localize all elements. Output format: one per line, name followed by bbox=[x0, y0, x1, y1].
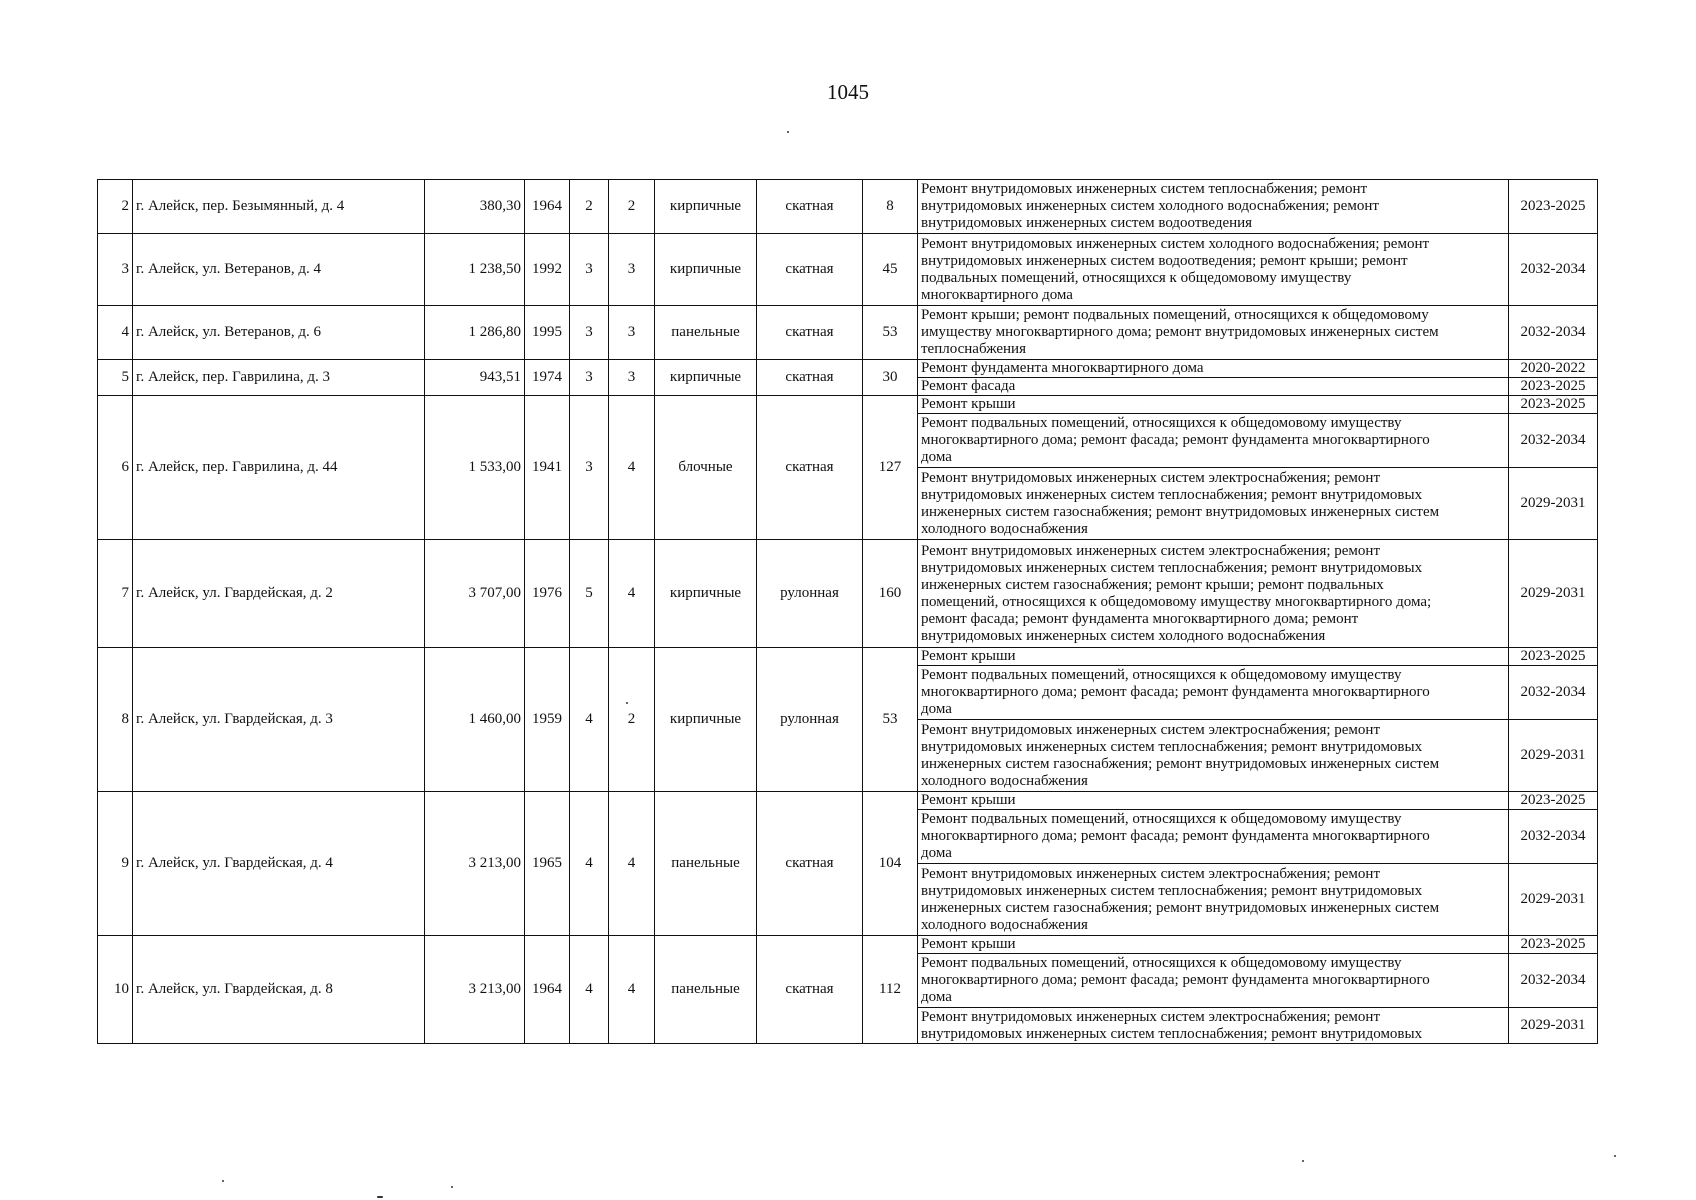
row-number-cell bbox=[98, 936, 133, 1044]
address: г. Алейск, ул. Ветеранов, д. 6 bbox=[136, 324, 322, 340]
repair-period: 2029-2031 bbox=[1509, 540, 1598, 648]
row-number: 3 bbox=[121, 261, 129, 277]
total-area-cell bbox=[425, 306, 525, 360]
repair-works-cell bbox=[918, 648, 1509, 666]
repair-works-line: теплоснабжения bbox=[921, 341, 1026, 357]
repair-works-line: Ремонт подвальных помещений, относящихся к общедомовому имуществу bbox=[921, 811, 1402, 827]
repair-works-line: инженерных систем газоснабжения; ремонт внутридомовых инженерных систем bbox=[921, 503, 1440, 520]
floors-count-cell bbox=[570, 648, 609, 792]
entrances-count: 3 bbox=[627, 324, 636, 340]
repair-works-line: многоквартирного дома; ремонт фасада; ремонт фундамента многоквартирного bbox=[921, 432, 1430, 448]
residents-count-cell bbox=[863, 396, 918, 540]
total-area: 943,51 bbox=[479, 369, 521, 385]
total-area-cell bbox=[425, 234, 525, 306]
repair-period: 2023-2025 bbox=[1509, 180, 1598, 234]
build-year: 1964 bbox=[532, 981, 562, 997]
entrances-count-cell bbox=[609, 360, 655, 396]
entrances-count: 4 bbox=[627, 585, 636, 601]
wall-material-cell bbox=[655, 234, 757, 306]
repair-works-line: многоквартирного дома; ремонт фасада; ремонт фундамента многоквартирного bbox=[921, 972, 1430, 988]
wall-material-cell bbox=[655, 936, 757, 1044]
total-area-cell bbox=[425, 180, 525, 234]
repair-works-cell bbox=[918, 468, 1509, 540]
repair-works-cell bbox=[918, 792, 1509, 810]
residents-count-cell bbox=[863, 180, 918, 234]
repair-works-cell bbox=[918, 864, 1509, 936]
table-row bbox=[98, 360, 1598, 378]
entrances-count-cell bbox=[609, 540, 655, 648]
repair-works-cell bbox=[918, 540, 1509, 648]
repair-works-line: Ремонт внутридомовых инженерных систем электроснабжения; ремонт bbox=[921, 721, 1381, 738]
wall-material: кирпичные bbox=[669, 261, 742, 277]
repair-works-line: внутридомовых инженерных систем теплоснабжения; ремонт внутридомовых bbox=[921, 486, 1423, 503]
address-cell bbox=[133, 648, 425, 792]
entrances-count-cell bbox=[609, 306, 655, 360]
total-area-cell bbox=[425, 396, 525, 540]
wall-material-cell bbox=[655, 360, 757, 396]
residents-count: 53 bbox=[882, 324, 898, 340]
build-year-cell bbox=[525, 396, 570, 540]
floors-count: 3 bbox=[585, 369, 593, 385]
repair-works-line: Ремонт фасада bbox=[921, 378, 1016, 394]
row-number-cell bbox=[98, 792, 133, 936]
roof-type-cell bbox=[757, 180, 863, 234]
repair-works-cell bbox=[918, 720, 1509, 792]
residents-count-cell bbox=[863, 306, 918, 360]
row-number-cell bbox=[98, 396, 133, 540]
residents-count-cell bbox=[863, 540, 918, 648]
residents-count: 8 bbox=[886, 198, 894, 214]
row-number: 5 bbox=[121, 369, 129, 385]
build-year: 1992 bbox=[532, 261, 562, 277]
repair-works-line: Ремонт крыши; ремонт подвальных помещений, относящихся к общедомовому bbox=[921, 307, 1429, 323]
build-year: 1976 bbox=[532, 585, 562, 601]
table-body bbox=[98, 180, 1598, 1044]
build-year: 1941 bbox=[532, 459, 562, 475]
roof-type: скатная bbox=[785, 459, 834, 475]
roof-type: рулонная bbox=[780, 585, 839, 601]
residents-count: 30 bbox=[882, 369, 898, 385]
wall-material-cell bbox=[655, 792, 757, 936]
repair-works-line: инженерных систем газоснабжения; ремонт крыши; ремонт подвальных bbox=[921, 576, 1384, 593]
address-cell bbox=[133, 396, 425, 540]
floors-count: 4 bbox=[585, 981, 593, 997]
repair-works-line: Ремонт внутридомовых инженерных систем электроснабжения; ремонт bbox=[921, 542, 1381, 559]
build-year-cell bbox=[525, 540, 570, 648]
repair-works-cell bbox=[918, 414, 1509, 468]
build-year: 1965 bbox=[532, 855, 562, 871]
repair-works-cell bbox=[918, 360, 1509, 378]
floors-count-cell bbox=[570, 396, 609, 540]
floors-count-cell bbox=[570, 360, 609, 396]
repair-works-line: инженерных систем газоснабжения; ремонт внутридомовых инженерных систем bbox=[921, 899, 1440, 916]
roof-type-cell bbox=[757, 648, 863, 792]
repair-works-line: дома bbox=[921, 701, 952, 717]
repair-works-line: многоквартирного дома; ремонт фасада; ремонт фундамента многоквартирного bbox=[921, 828, 1430, 844]
floors-count-cell bbox=[570, 234, 609, 306]
address-cell bbox=[133, 936, 425, 1044]
repair-works-cell bbox=[918, 810, 1509, 864]
repair-works-cell bbox=[918, 666, 1509, 720]
floors-count-cell bbox=[570, 540, 609, 648]
table-row bbox=[98, 180, 1598, 234]
address: г. Алейск, ул. Гвардейская, д. 8 bbox=[136, 981, 333, 997]
address: г. Алейск, пер. Гаврилина, д. 44 bbox=[136, 459, 338, 475]
repair-period: 2023-2025 bbox=[1509, 648, 1598, 666]
scan-speck bbox=[787, 131, 789, 133]
repair-works-cell bbox=[918, 1008, 1509, 1044]
build-year: 1995 bbox=[532, 324, 562, 340]
total-area: 380,30 bbox=[479, 198, 521, 214]
roof-type-cell bbox=[757, 540, 863, 648]
residents-count: 127 bbox=[878, 459, 902, 475]
roof-type-cell bbox=[757, 792, 863, 936]
entrances-count: 3 bbox=[627, 369, 636, 385]
scan-speck bbox=[377, 1196, 383, 1198]
entrances-count-cell bbox=[609, 648, 655, 792]
floors-count-cell bbox=[570, 180, 609, 234]
repair-period: 2032-2034 bbox=[1509, 414, 1598, 468]
address: г. Алейск, пер. Безымянный, д. 4 bbox=[136, 198, 345, 214]
table-row bbox=[98, 792, 1598, 810]
floors-count: 5 bbox=[585, 585, 593, 601]
row-number: 10 bbox=[114, 981, 129, 997]
address: г. Алейск, ул. Ветеранов, д. 4 bbox=[136, 261, 322, 277]
scan-speck bbox=[222, 1180, 224, 1182]
build-year-cell bbox=[525, 306, 570, 360]
repair-works-line: Ремонт подвальных помещений, относящихся к общедомовому имуществу bbox=[921, 667, 1402, 683]
residents-count-cell bbox=[863, 648, 918, 792]
roof-type-cell bbox=[757, 396, 863, 540]
wall-material-cell bbox=[655, 396, 757, 540]
roof-type: скатная bbox=[785, 198, 834, 214]
row-number-cell bbox=[98, 648, 133, 792]
repair-works-line: холодного водоснабжения bbox=[921, 520, 1088, 537]
build-year: 1959 bbox=[532, 711, 562, 727]
floors-count: 4 bbox=[585, 711, 593, 727]
repair-works-line: внутридомовых инженерных систем теплоснабжения; ремонт внутридомовых bbox=[921, 559, 1423, 576]
entrances-count: 2 bbox=[627, 198, 636, 214]
repair-works-line: ремонт фасада; ремонт фундамента многоквартирного дома; ремонт bbox=[921, 610, 1359, 627]
scan-speck bbox=[451, 1186, 453, 1188]
repair-works-line: многоквартирного дома; ремонт фасада; ремонт фундамента многоквартирного bbox=[921, 684, 1430, 700]
table-row bbox=[98, 936, 1598, 954]
row-number: 2 bbox=[121, 198, 129, 214]
repair-works-line: Ремонт крыши bbox=[921, 396, 1016, 412]
roof-type: скатная bbox=[785, 855, 834, 871]
repair-works-line: Ремонт внутридомовых инженерных систем электроснабжения; ремонт bbox=[921, 865, 1381, 882]
repair-works-line: Ремонт крыши bbox=[921, 936, 1016, 952]
roof-type-cell bbox=[757, 306, 863, 360]
repair-works-line: внутридомовых инженерных систем теплоснабжения; ремонт внутридомовых bbox=[921, 738, 1423, 755]
build-year-cell bbox=[525, 648, 570, 792]
entrances-count: 4 bbox=[627, 981, 636, 997]
wall-material-cell bbox=[655, 306, 757, 360]
repair-works-line: имуществу многоквартирного дома; ремонт внутридомовых инженерных систем bbox=[921, 324, 1439, 340]
floors-count: 3 bbox=[585, 324, 593, 340]
total-area: 1 238,50 bbox=[468, 261, 521, 277]
floors-count-cell bbox=[570, 936, 609, 1044]
total-area-cell bbox=[425, 792, 525, 936]
repair-works-line: Ремонт внутридомовых инженерных систем холодного водоснабжения; ремонт bbox=[921, 235, 1430, 252]
total-area: 1 460,00 bbox=[468, 711, 521, 727]
entrances-count-cell bbox=[609, 936, 655, 1044]
address-cell bbox=[133, 306, 425, 360]
roof-type-cell bbox=[757, 360, 863, 396]
table-row bbox=[98, 396, 1598, 414]
total-area: 1 286,80 bbox=[468, 324, 521, 340]
address-cell bbox=[133, 540, 425, 648]
address-cell bbox=[133, 180, 425, 234]
row-number: 4 bbox=[121, 324, 129, 340]
row-number-cell bbox=[98, 540, 133, 648]
address: г. Алейск, ул. Гвардейская, д. 3 bbox=[136, 711, 333, 727]
repair-works-line: Ремонт фундамента многоквартирного дома bbox=[921, 360, 1204, 376]
repair-works-line: внутридомовых инженерных систем теплоснабжения; ремонт внутридомовых bbox=[921, 1025, 1423, 1042]
address: г. Алейск, ул. Гвардейская, д. 4 bbox=[136, 855, 333, 871]
repair-works-line: Ремонт подвальных помещений, относящихся к общедомовому имуществу bbox=[921, 415, 1402, 431]
total-area: 3 707,00 bbox=[468, 585, 521, 601]
wall-material: кирпичные bbox=[669, 369, 742, 385]
row-number-cell bbox=[98, 180, 133, 234]
residents-count: 45 bbox=[882, 261, 898, 277]
repair-works-line: внутридомовых инженерных систем водоотведения; ремонт крыши; ремонт bbox=[921, 252, 1408, 269]
repair-works-cell bbox=[918, 378, 1509, 396]
residents-count: 53 bbox=[882, 711, 898, 727]
repair-works-line: внутридомовых инженерных систем холодного водоснабжения; ремонт bbox=[921, 198, 1379, 214]
repair-works-line: холодного водоснабжения bbox=[921, 916, 1088, 933]
entrances-count-cell bbox=[609, 234, 655, 306]
repair-works-cell bbox=[918, 396, 1509, 414]
table-row bbox=[98, 540, 1598, 648]
total-area-cell bbox=[425, 540, 525, 648]
repair-works-line: помещений, относящихся к общедомовому имуществу многоквартирного дома; bbox=[921, 593, 1432, 610]
repair-period: 2029-2031 bbox=[1509, 864, 1598, 936]
table-row bbox=[98, 306, 1598, 360]
repair-works-line: Ремонт внутридомовых инженерных систем электроснабжения; ремонт bbox=[921, 1008, 1381, 1025]
repair-period: 2023-2025 bbox=[1509, 396, 1598, 414]
total-area: 3 213,00 bbox=[468, 981, 521, 997]
entrances-count-cell bbox=[609, 792, 655, 936]
wall-material: панельные bbox=[671, 855, 740, 871]
residents-count: 112 bbox=[879, 981, 901, 997]
repair-period: 2029-2031 bbox=[1509, 1008, 1598, 1044]
wall-material: панельные bbox=[671, 981, 740, 997]
repair-works-line: Ремонт крыши bbox=[921, 792, 1016, 808]
repair-works-line: инженерных систем газоснабжения; ремонт внутридомовых инженерных систем bbox=[921, 755, 1440, 772]
wall-material-cell bbox=[655, 180, 757, 234]
repair-period: 2029-2031 bbox=[1509, 720, 1598, 792]
total-area: 3 213,00 bbox=[468, 855, 521, 871]
row-number: 6 bbox=[121, 459, 129, 475]
repair-works-line: дома bbox=[921, 845, 952, 861]
table-row bbox=[98, 234, 1598, 306]
repair-period: 2032-2034 bbox=[1509, 234, 1598, 306]
build-year: 1964 bbox=[532, 198, 562, 214]
roof-type-cell bbox=[757, 234, 863, 306]
scan-speck bbox=[626, 702, 628, 704]
residents-count-cell bbox=[863, 360, 918, 396]
build-year: 1974 bbox=[532, 369, 562, 385]
roof-type: скатная bbox=[785, 324, 834, 340]
roof-type: рулонная bbox=[780, 711, 839, 727]
residents-count-cell bbox=[863, 936, 918, 1044]
repair-period: 2023-2025 bbox=[1509, 378, 1598, 396]
wall-material: блочные bbox=[678, 459, 733, 475]
build-year-cell bbox=[525, 936, 570, 1044]
repair-period: 2020-2022 bbox=[1509, 360, 1598, 378]
build-year-cell bbox=[525, 234, 570, 306]
wall-material-cell bbox=[655, 540, 757, 648]
address-cell bbox=[133, 360, 425, 396]
repair-works-cell bbox=[918, 180, 1509, 234]
house-repair-table bbox=[97, 179, 1598, 1044]
wall-material: кирпичные bbox=[669, 711, 742, 727]
roof-type: скатная bbox=[785, 261, 834, 277]
repair-works-line: внутридомовых инженерных систем водоотведения bbox=[921, 215, 1253, 231]
repair-period: 2032-2034 bbox=[1509, 954, 1598, 1008]
wall-material: панельные bbox=[671, 324, 740, 340]
repair-works-line: дома bbox=[921, 989, 952, 1005]
address: г. Алейск, ул. Гвардейская, д. 2 bbox=[136, 585, 333, 601]
repair-works-line: Ремонт внутридомовых инженерных систем электроснабжения; ремонт bbox=[921, 469, 1381, 486]
repair-works-cell bbox=[918, 306, 1509, 360]
floors-count: 3 bbox=[585, 459, 593, 475]
residents-count-cell bbox=[863, 792, 918, 936]
total-area-cell bbox=[425, 360, 525, 396]
address-cell bbox=[133, 792, 425, 936]
total-area-cell bbox=[425, 936, 525, 1044]
floors-count: 4 bbox=[585, 855, 593, 871]
address-cell bbox=[133, 234, 425, 306]
wall-material: кирпичные bbox=[669, 585, 742, 601]
repair-period: 2032-2034 bbox=[1509, 666, 1598, 720]
repair-period: 2032-2034 bbox=[1509, 810, 1598, 864]
entrances-count-cell bbox=[609, 180, 655, 234]
row-number-cell bbox=[98, 234, 133, 306]
repair-works-line: многоквартирного дома bbox=[921, 286, 1073, 303]
repair-works-line: подвальных помещений, относящихся к общедомовому имуществу bbox=[921, 269, 1352, 286]
floors-count-cell bbox=[570, 792, 609, 936]
scan-speck bbox=[1302, 1160, 1304, 1162]
repair-works-line: холодного водоснабжения bbox=[921, 772, 1088, 789]
repair-period: 2023-2025 bbox=[1509, 792, 1598, 810]
residents-count: 160 bbox=[878, 585, 902, 601]
repair-works-line: дома bbox=[921, 449, 952, 465]
entrances-count: 4 bbox=[627, 459, 636, 475]
roof-type: скатная bbox=[785, 369, 834, 385]
wall-material: кирпичные bbox=[669, 198, 742, 214]
repair-period: 2029-2031 bbox=[1509, 468, 1598, 540]
row-number-cell bbox=[98, 306, 133, 360]
row-number: 8 bbox=[121, 711, 129, 727]
repair-works-line: внутридомовых инженерных систем холодного водоснабжения bbox=[921, 627, 1326, 644]
build-year-cell bbox=[525, 180, 570, 234]
entrances-count: 4 bbox=[627, 855, 636, 871]
entrances-count: 2 bbox=[627, 711, 636, 727]
page-number: 1045 bbox=[827, 80, 869, 104]
floors-count: 3 bbox=[585, 261, 593, 277]
roof-type: скатная bbox=[785, 981, 834, 997]
repair-period: 2023-2025 bbox=[1509, 936, 1598, 954]
repair-works-line: Ремонт крыши bbox=[921, 648, 1016, 664]
roof-type-cell bbox=[757, 936, 863, 1044]
entrances-count-cell bbox=[609, 396, 655, 540]
row-number-cell bbox=[98, 360, 133, 396]
row-number: 7 bbox=[121, 585, 129, 601]
address: г. Алейск, пер. Гаврилина, д. 3 bbox=[136, 369, 330, 385]
entrances-count: 3 bbox=[627, 261, 636, 277]
repair-works-cell bbox=[918, 234, 1509, 306]
floors-count: 2 bbox=[585, 198, 593, 214]
build-year-cell bbox=[525, 360, 570, 396]
table-row bbox=[98, 648, 1598, 666]
repair-works-cell bbox=[918, 954, 1509, 1008]
repair-works-line: внутридомовых инженерных систем теплоснабжения; ремонт внутридомовых bbox=[921, 882, 1423, 899]
repair-works-line: Ремонт внутридомовых инженерных систем теплоснабжения; ремонт bbox=[921, 181, 1368, 197]
residents-count-cell bbox=[863, 234, 918, 306]
repair-period: 2032-2034 bbox=[1509, 306, 1598, 360]
floors-count-cell bbox=[570, 306, 609, 360]
total-area: 1 533,00 bbox=[468, 459, 521, 475]
build-year-cell bbox=[525, 792, 570, 936]
row-number: 9 bbox=[121, 855, 129, 871]
residents-count: 104 bbox=[878, 855, 902, 871]
total-area-cell bbox=[425, 648, 525, 792]
scan-speck bbox=[1614, 1155, 1616, 1157]
repair-works-line: Ремонт подвальных помещений, относящихся к общедомовому имуществу bbox=[921, 955, 1402, 971]
repair-works-cell bbox=[918, 936, 1509, 954]
wall-material-cell bbox=[655, 648, 757, 792]
